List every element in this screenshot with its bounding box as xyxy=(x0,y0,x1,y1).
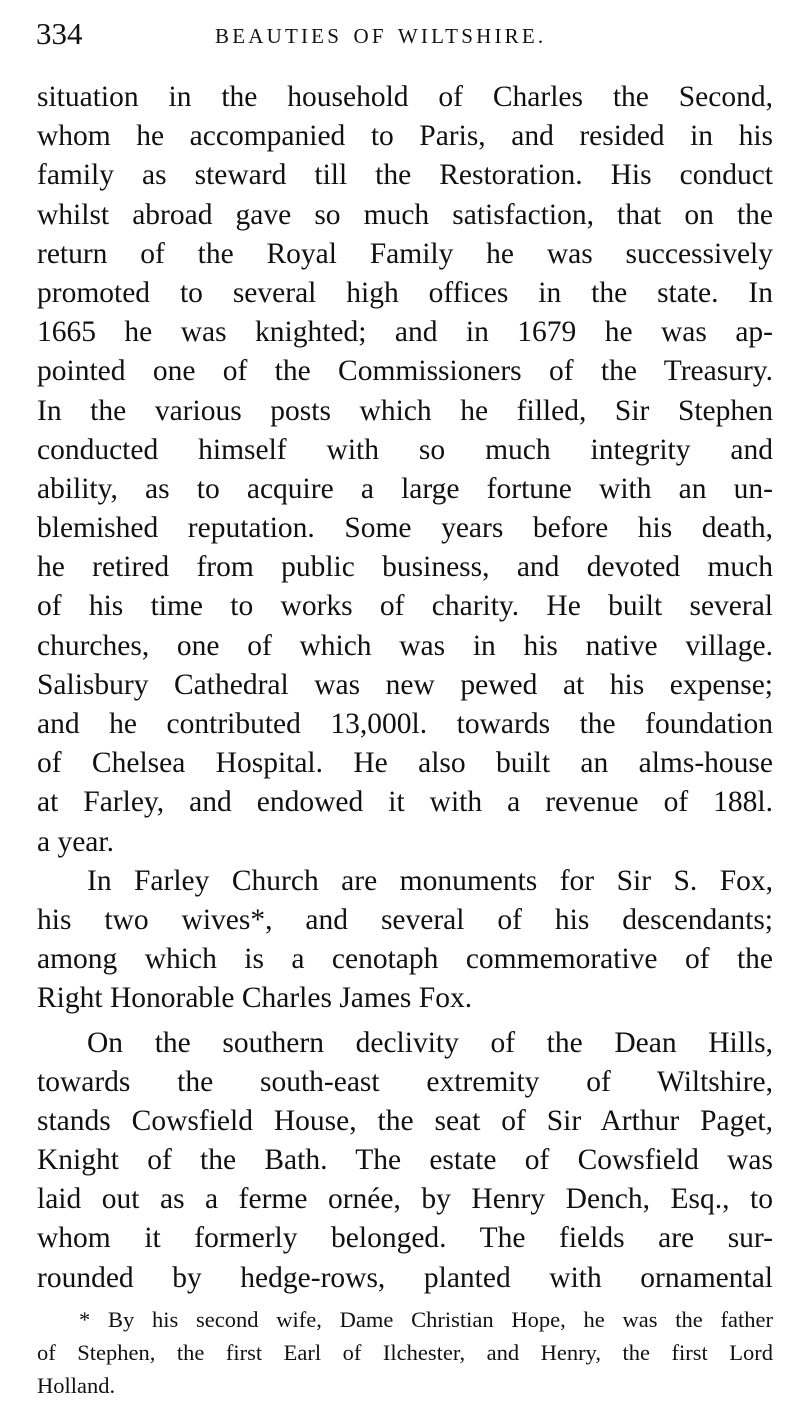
text-line: situation in the household of Charles the Second, xyxy=(37,81,773,113)
text-line: ability, as to acquire a large fortune with an un- xyxy=(37,472,773,505)
text-line: On the southern declivity of the Dean Hills, xyxy=(87,1026,773,1059)
text-line: In Farley Church are monuments for Sir S. Fox, xyxy=(87,864,773,897)
page-number: 334 xyxy=(36,16,83,51)
text-line: pointed one of the Commissioners of the Treasury. xyxy=(37,355,773,388)
text-line: conducted himself with so much integrity and xyxy=(37,433,773,466)
text-line: stands Cowsfield House, the seat of Sir Arthur Paget, xyxy=(37,1104,773,1137)
text-line: Salisbury Cathedral was new pewed at his expense; xyxy=(37,668,773,701)
text-line: whilst abroad gave so much satisfaction, that on the xyxy=(37,198,773,231)
text-line: return of the Royal Family he was successively xyxy=(37,237,773,270)
text-line: promoted to several high offices in the state. In xyxy=(37,276,773,309)
footnote-line: Holland. xyxy=(37,1373,116,1398)
text-line: at Farley, and endowed it with a revenue of 188l. xyxy=(37,786,773,819)
page-header xyxy=(0,14,800,54)
text-line: towards the south-east extremity of Wiltshire, xyxy=(37,1065,773,1098)
text-line: of his time to works of charity. He built several xyxy=(37,590,773,623)
text-line: family as steward till the Restoration. His conduct xyxy=(37,159,773,192)
text-line: blemished reputation. Some years before his death, xyxy=(37,512,773,545)
text-line: he retired from public business, and devoted much xyxy=(37,551,773,584)
text-line: among which is a cenotaph commemorative of the xyxy=(37,943,773,976)
footnote xyxy=(37,1303,773,1402)
text-line: whom it formerly belonged. The fields are sur- xyxy=(37,1222,773,1255)
body-text xyxy=(37,78,773,1298)
text-line: churches, one of which was in his native village. xyxy=(37,629,773,662)
text-line: and he contributed 13,000l. towards the foundation xyxy=(37,708,773,740)
text-line: whom he accompanied to Paris, and resided in his xyxy=(37,120,773,153)
running-title: BEAUTIES OF WILTSHIRE. xyxy=(215,24,547,48)
text-line: laid out as a ferme ornée, by Henry Dench, Esq., to xyxy=(37,1183,773,1216)
text-line: 1665 he was knighted; and in 1679 he was ap- xyxy=(37,316,773,349)
text-line: his two wives*, and several of his descendants; xyxy=(37,903,773,936)
text-line: of Chelsea Hospital. He also built an alms-house xyxy=(37,747,773,780)
footnote-line: * By his second wife, Dame Christian Hope, he was the father xyxy=(79,1307,773,1332)
text-line: a year. xyxy=(37,825,114,858)
text-line: In the various posts which he filled, Sir Stephen xyxy=(37,394,773,427)
text-line: Right Honorable Charles James Fox. xyxy=(37,982,473,1015)
text-line: rounded by hedge-rows, planted with ornamental xyxy=(37,1261,773,1294)
footnote-line: of Stephen, the first Earl of Ilchester, and Henry, the first Lord xyxy=(37,1340,773,1365)
text-line: Knight of the Bath. The estate of Cowsfield was xyxy=(37,1144,773,1177)
